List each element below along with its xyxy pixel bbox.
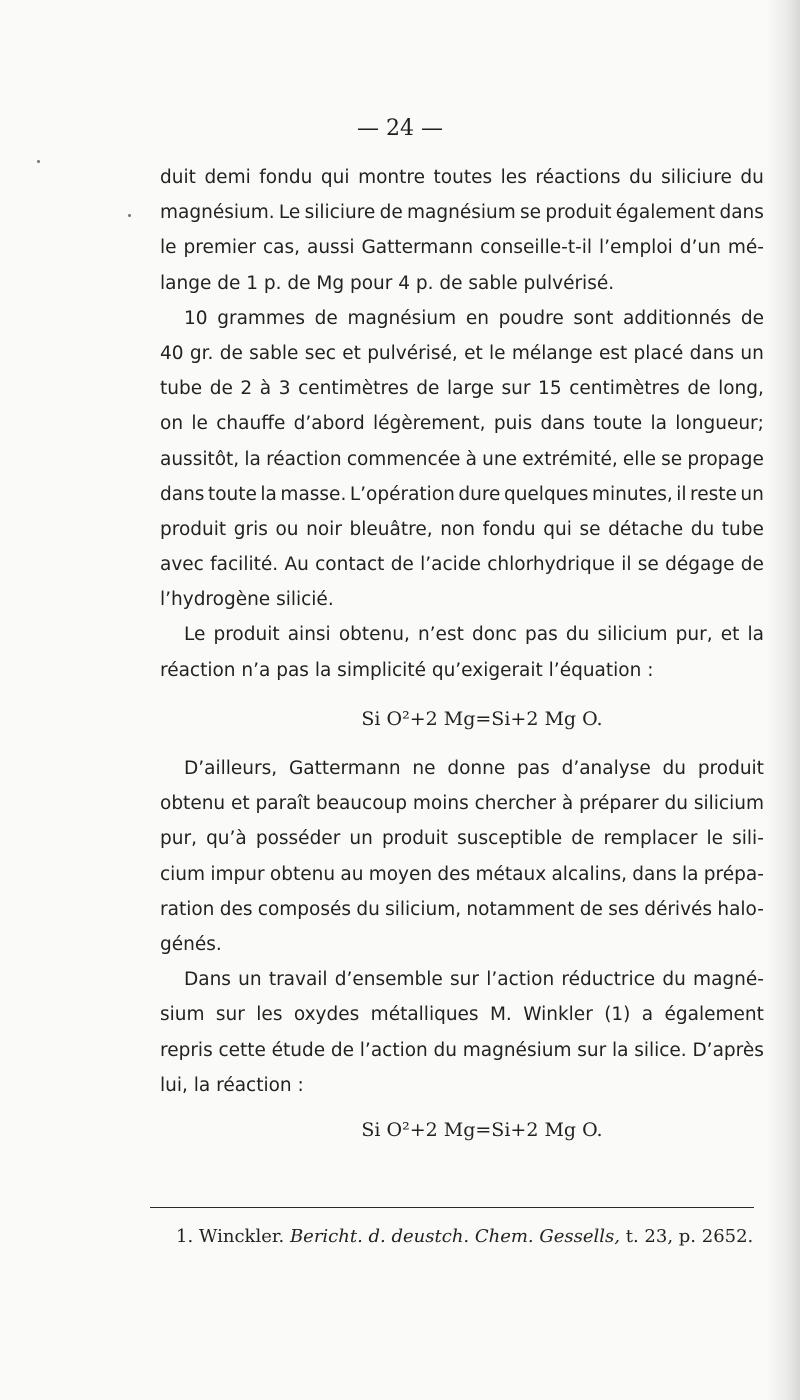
footnote <box>176 1226 753 1247</box>
page-number: — 24 — <box>357 116 443 141</box>
text-line: 40 gr. de sable sec et pulvérisé, et le mélange est placé dans un <box>160 342 764 364</box>
text-line: Le produit ainsi obtenu, n’est donc pas du silicium pur, et la <box>184 624 764 646</box>
text-line: 10 grammes de magnésium en poudre sont additionnés de <box>184 307 764 329</box>
text-line: produit gris ou noir bleuâtre, non fondu qui se détache du tube <box>160 518 764 540</box>
text-line: sium sur les oxydes métalliques M. Winkler (1) a également <box>160 1004 764 1026</box>
text-line: avec facilité. Au contact de l’acide chlorhydrique il se dégage de <box>160 554 764 576</box>
footnote-reference: t. 23, p. 2652. <box>625 1226 754 1247</box>
footnote-journal: Bericht. d. deustch. Chem. Gessells, <box>289 1226 621 1247</box>
chemical-equation: Si O²+2 Mg=Si+2 Mg O. <box>361 707 603 730</box>
text-line: lui, la réaction : <box>160 1074 304 1096</box>
page-edge-shadow <box>766 0 800 1400</box>
text-line: l’hydrogène silicié. <box>160 589 334 611</box>
chemical-equation: Si O²+2 Mg=Si+2 Mg O. <box>361 1118 603 1141</box>
body-text <box>160 160 764 1148</box>
text-line: réaction n’a pas la simplicité qu’exigerait l’équation : <box>160 659 654 681</box>
footnote-marker: 1. <box>176 1226 194 1247</box>
text-line: cium impur obtenu au moyen des métaux alcalins, dans la prépa- <box>160 863 764 885</box>
text-line: on le chauffe d’abord légèrement, puis dans toute la longueur; <box>160 413 764 435</box>
text-line: repris cette étude de l’action du magnésium sur la silice. D’après <box>160 1039 764 1061</box>
text-line: lange de 1 p. de Mg pour 4 p. de sable pulvérisé. <box>160 272 615 294</box>
text-line: Dans un travail d’ensemble sur l’action réductrice du magné- <box>184 969 764 991</box>
text-line: aussitôt, la réaction commencée à une extrémité, elle se propage <box>160 448 764 470</box>
text-line: le premier cas, aussi Gattermann conseille-t-il l’emploi d’un mé- <box>160 237 764 259</box>
footnote-author: Winckler. <box>198 1226 285 1247</box>
text-line: dans toute la masse. L’opération dure quelques minutes, il reste un <box>160 483 764 505</box>
text-line: pur, qu’à posséder un produit susceptible de remplacer le sili- <box>160 828 764 850</box>
text-line: obtenu et paraît beaucoup moins chercher à préparer du silicium <box>160 793 764 815</box>
text-line: duit demi fondu qui montre toutes les réactions du siliciure du <box>160 167 764 188</box>
print-speck <box>37 160 40 163</box>
print-speck <box>128 214 131 217</box>
text-line: ration des composés du silicium, notamment de ses dérivés halo- <box>160 898 764 920</box>
text-line: D’ailleurs, Gattermann ne donne pas d’analyse du produit <box>184 758 764 779</box>
text-line: génés. <box>160 933 222 955</box>
text-line: magnésium. Le siliciure de magnésium se produit également dans <box>160 202 764 224</box>
text-line: tube de 2 à 3 centimètres de large sur 15 centimètres de long, <box>160 378 764 400</box>
footnote-divider <box>150 1207 754 1208</box>
